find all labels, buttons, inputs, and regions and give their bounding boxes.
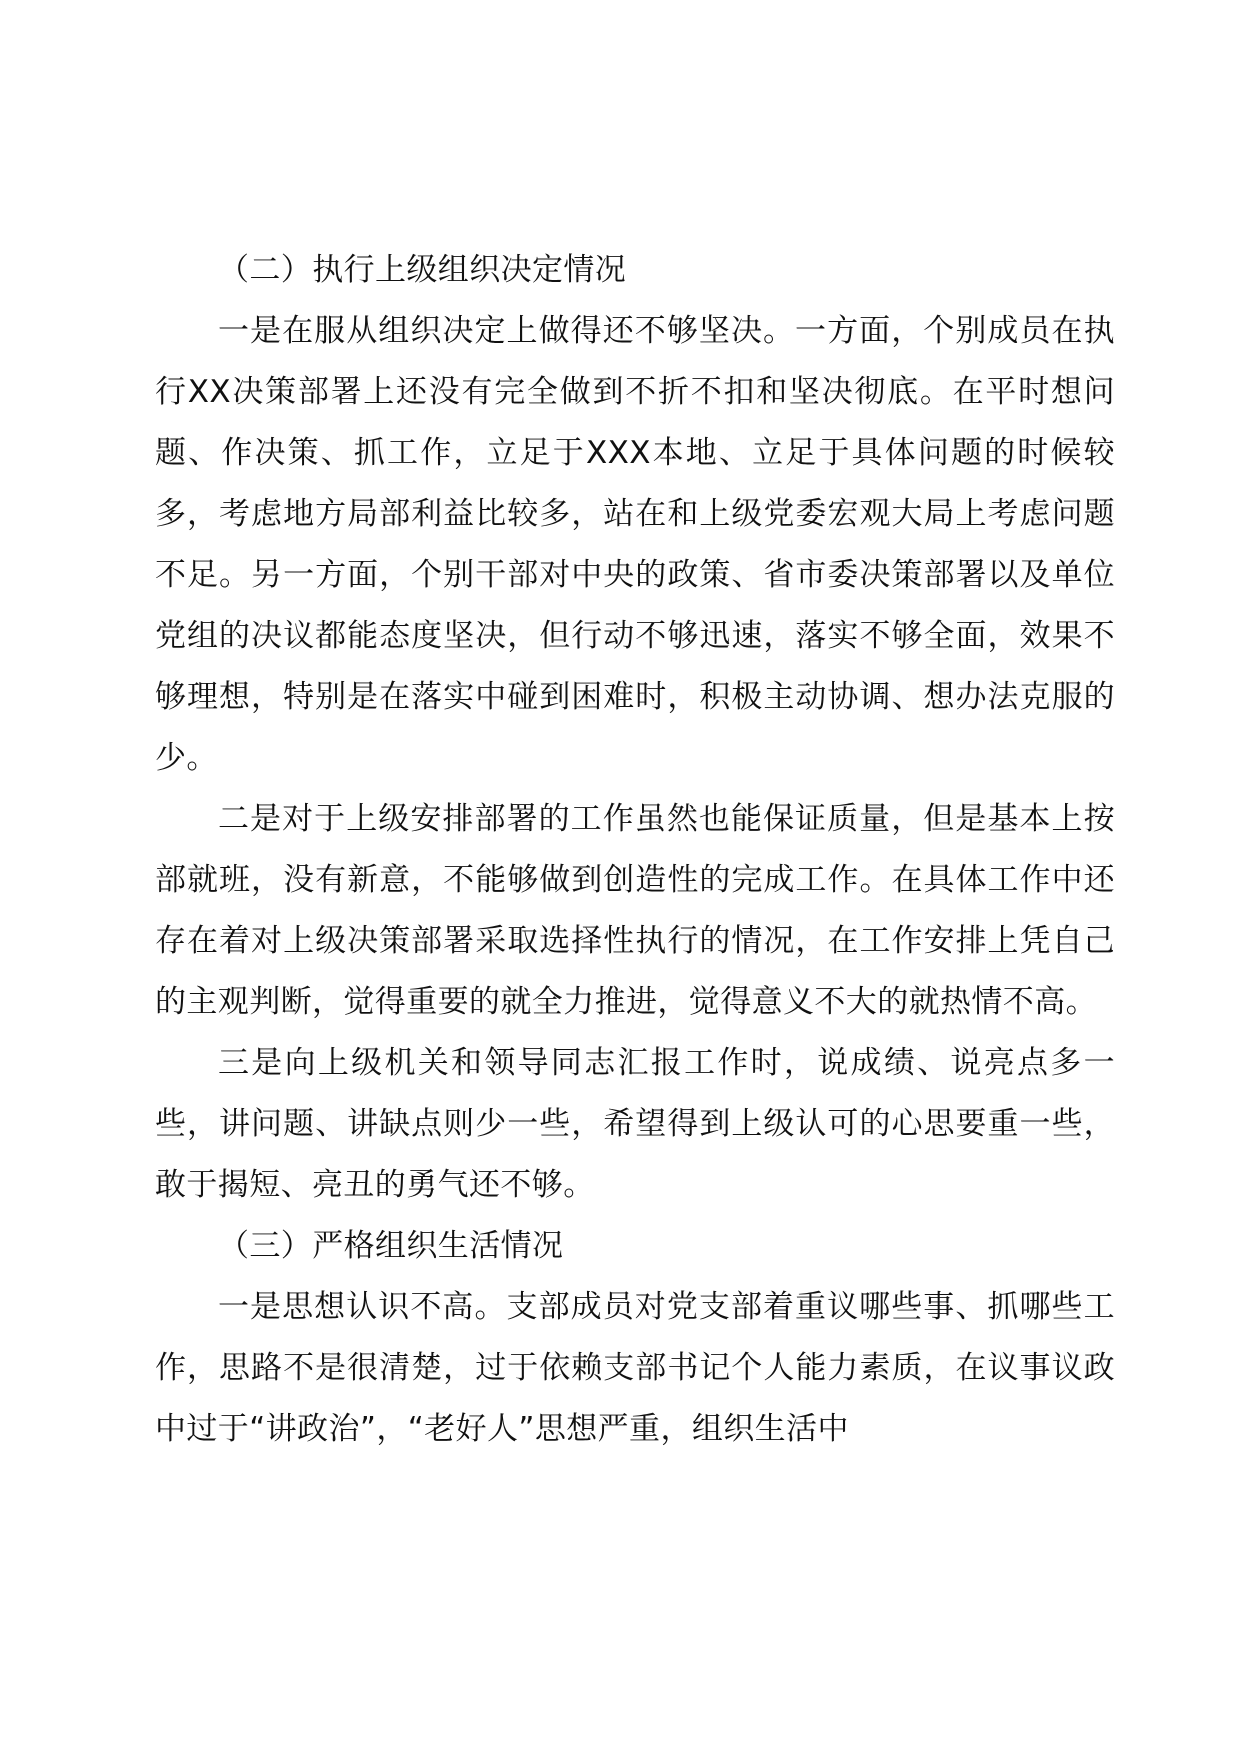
paragraph-2-2: 二是对于上级安排部署的工作虽然也能保证质量，但是基本上按部就班，没有新意，不能够做到创造性的完成工作。在具体工作中还存在着对上级决策部署采取选择性执行的情况，在工作安排上凭自己的主观判断，觉得重要的就全力推进，觉得意义不大的就热情不高。 xyxy=(155,801,1115,1020)
section-heading-2: （二）执行上级组织决定情况 xyxy=(218,252,627,288)
paragraph-2-3: 三是向上级机关和领导同志汇报工作时，说成绩、说亮点多一些，讲问题、讲缺点则少一些，希望得到上级认可的心思要重一些，敢于揭短、亮丑的勇气还不够。 xyxy=(155,1045,1115,1203)
paragraph-2-1: 一是在服从组织决定上做得还不够坚决。一方面，个别成员在执行XX决策部署上还没有完全做到不折不扣和坚决彻底。在平时想问题、作决策、抓工作，立足于XXX本地、立足于具体问题的时候较多，考虑地方局部利益比较多，站在和上级党委宏观大局上考虑问题不足。另一方面，个别干部对中央的政策、省市委决策部署以及单位党组的决议都能态度坚决，但行动不够迅速，落实不够全面，效果不够理想，特别是在落实中碰到困难时，积极主动协调、想办法克服的少。 xyxy=(155,313,1115,776)
document-body xyxy=(155,240,1115,1460)
section-heading-3: （三）严格组织生活情况 xyxy=(218,1228,564,1264)
paragraph-3-1: 一是思想认识不高。支部成员对党支部着重议哪些事、抓哪些工作，思路不是很清楚，过于依赖支部书记个人能力素质，在议事议政中过于“讲政治”，“老好人”思想严重，组织生活中 xyxy=(155,1289,1115,1447)
